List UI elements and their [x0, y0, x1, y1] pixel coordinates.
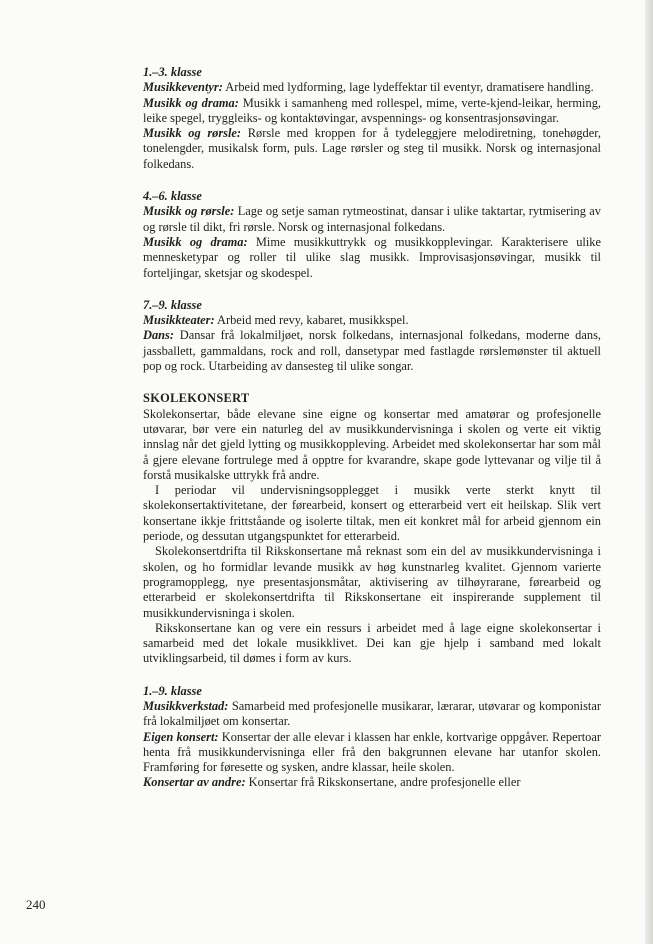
term: Musikkverkstad: [143, 698, 229, 713]
paragraph-text: Dansar frå lokalmiljøet, norsk folkedans, internasjonal folkedans, moderne dans, jassballett, gammaldans, rock and roll, dansetypar med fastlagde rørslemønster til aktuell pop og rock. Utarbeiding av dansesteg til ulike songar. [143, 328, 601, 374]
paragraph-text: Lage og setje saman rytmeostinat, dansar i ulike taktartar, rytmisering av og rørsle til dikt, fri rørsle. Norsk og internasjonal folkedans. [143, 204, 601, 234]
paragraph [143, 313, 601, 328]
term: Konsertar av andre: [143, 775, 246, 790]
term: Musikk og rørsle: [143, 204, 235, 219]
section-7-9-klasse [143, 298, 601, 374]
paragraph-text: Samarbeid med profesjonelle musikarar, lærarar, utøvarar og komponistar frå lokalmiljøet om konsertar. [143, 698, 601, 729]
page-number: 240 [26, 897, 46, 912]
term: Musikk og drama: [143, 234, 248, 249]
section-heading: 1.–9. klasse [143, 683, 202, 698]
section-1-9-klasse [143, 684, 601, 791]
paragraph [143, 96, 601, 127]
paragraph: Skolekonsertdrifta til Rikskonsertane må reknast som ein del av musikkundervisninga i skolen, og ho formidlar levande musikk av høg kunstnarleg kvalitet. Gjennom varierte programopplegg, nye presentasjonsmåtar, aktivisering av tilhøyrarane, førearbeid og etterarbeid er skolekonsertdrifta til Rikskonsertane eit inspirerande supplement til musikkundervisninga i skolen. [143, 544, 601, 620]
paragraph [143, 235, 601, 281]
section-4-6-klasse [143, 189, 601, 281]
section-heading: 7.–9. klasse [143, 297, 202, 312]
paragraph: Skolekonsertar, både elevane sine eigne og konsertar med amatørar og profesjonelle utøvarar, bør vere ein naturleg del av musikkundervisninga i skolen og verte eit viktig innslag når det gjeld lytting og musikkoppleving. Arbeidet med skolekonsertar har som mål å gjere elevane fortrulege med å opptre for kvarandre, skape gode lyttevanar og vilje til å forstå musikalske uttrykk frå andre. [143, 406, 601, 482]
paragraph [143, 80, 601, 95]
paragraph [143, 775, 601, 790]
section-skolekonsert [143, 391, 601, 666]
paragraph-text: Konsertar frå Rikskonsertane, andre profesjonelle eller [245, 775, 521, 790]
paragraph-text: Arbeid med lydforming, lage lydeffektar til eventyr, dramatisere handling. [222, 80, 594, 95]
term: Musikkteater: [143, 313, 215, 328]
paragraph [143, 328, 601, 374]
paragraph-text: Arbeid med revy, kabaret, musikkspel. [214, 313, 409, 328]
section-heading: 1.–3. klasse [143, 65, 202, 79]
paragraph-text: Mime musikkuttrykk og musikkopplevingar. Karakterisere ulike mennesketypar og roller til ulike slag musikk. Improvisasjonsøvingar, musikk til forteljingar, sketsjar og skodespel. [143, 234, 601, 280]
term: Eigen konsert: [143, 729, 219, 744]
term: Musikk og drama: [143, 95, 239, 110]
paragraph [143, 204, 601, 235]
paragraph-text: Rørsle med kroppen for å tydeleggjere melodiretning, tonehøgder, tonelengder, musikalsk form, puls. Lage rørsler og steg til musikk. Norsk og internasjonal folkedans. [143, 126, 601, 171]
section-1-3-klasse [143, 65, 601, 172]
document-body [143, 65, 601, 808]
page-edge [645, 0, 653, 944]
paragraph [143, 730, 601, 776]
term: Dans: [143, 328, 174, 343]
paragraph: Rikskonsertane kan og vere ein ressurs i arbeidet med å lage eigne skolekonsertar i samarbeid med det lokale musikklivet. Dei kan gje hjelp i samband med lokalt utviklingsarbeid, til dømes i form av kurs. [143, 620, 601, 666]
paragraph [143, 699, 601, 730]
paragraph [143, 126, 601, 172]
section-heading: SKOLEKONSERT [143, 391, 250, 406]
paragraph: I periodar vil undervisningsopplegget i musikk verte sterkt knytt til skolekonsertaktivitetane, der førearbeid, konsert og etterarbeid vert eit heilskap. Slik vert konsertane ikkje frittståande og isolerte tiltak, men eit konkret mål for arbeid gjennom ein periode, og dessutan utgangspunktet for etterarbeid. [143, 483, 601, 544]
section-heading: 4.–6. klasse [143, 189, 202, 204]
paragraph-text: Musikk i samanheng med rollespel, mime, verte-kjend-leikar, herming, leike spegel, tryggleiks- og kontaktøvingar, avspennings- og konsentrasjonsøvingar. [143, 95, 601, 125]
term: Musikk og rørsle: [143, 126, 242, 141]
term: Musikkeventyr: [143, 80, 223, 95]
paragraph-text: Konsertar der alle elevar i klassen har enkle, kortvarige oppgåver. Repertoar henta frå musikkundervisninga eller frå den bakgrunnen elevane har utanfor skolen. Framføring for føresette og sysken, andre klassar, heile skolen. [143, 729, 601, 775]
